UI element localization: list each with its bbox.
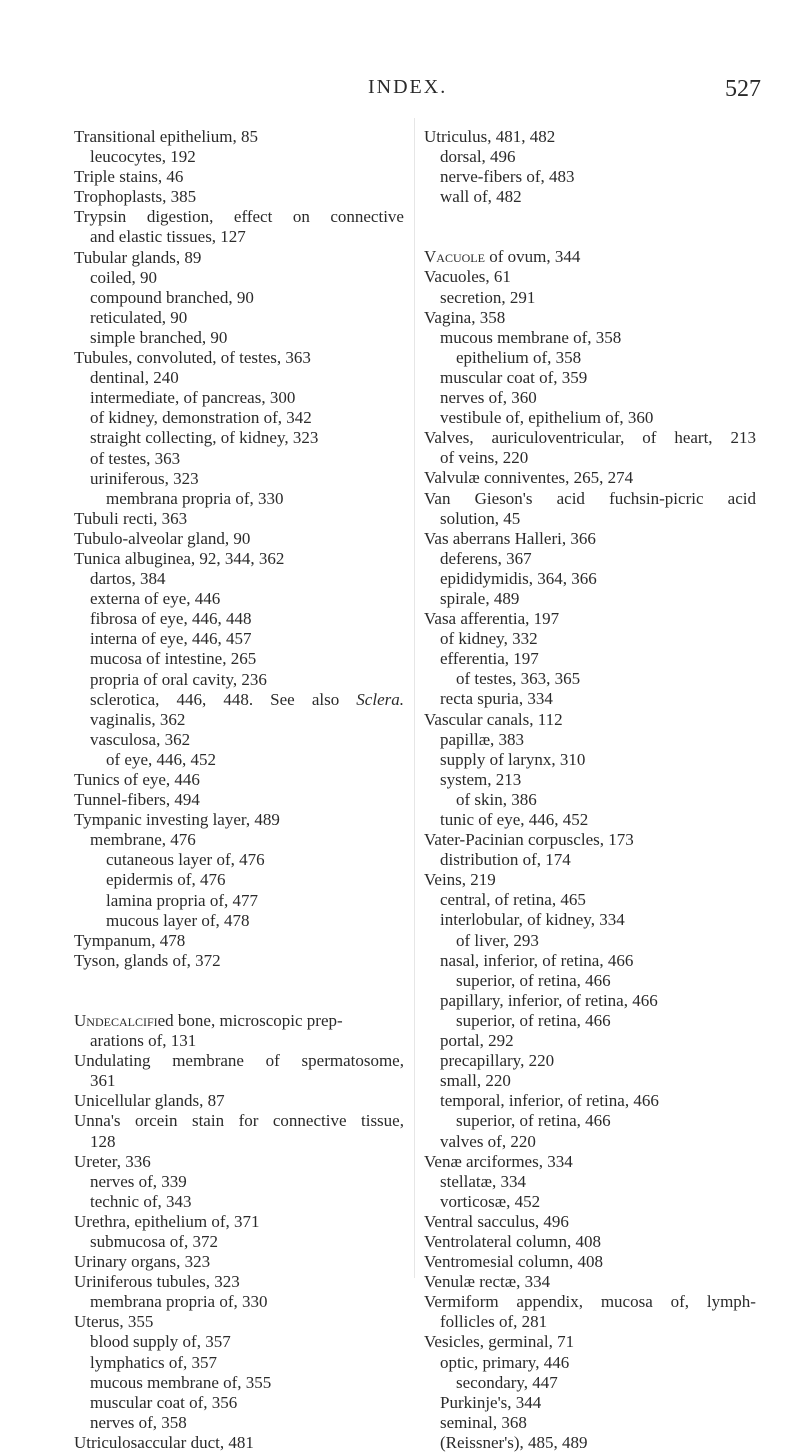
index-subentry: intermediate, of pancreas, 300 <box>90 388 296 408</box>
index-subentry: dorsal, 496 <box>440 147 516 167</box>
index-entry: Venæ arciformes, 334 <box>424 1151 573 1171</box>
index-subentry: epithelium of, 358 <box>456 347 582 367</box>
index-subentry: distribution of, 174 <box>440 850 571 870</box>
index-subentry: secondary, 447 <box>456 1372 558 1392</box>
index-subentry: coiled, 90 <box>90 267 158 287</box>
index-entry: Unna's orcein stain for connective tissue, <box>74 1111 404 1131</box>
index-subentry: nerves of, 339 <box>90 1171 187 1191</box>
index-subentry: portal, 292 <box>440 1031 514 1051</box>
index-subentry: blood supply of, 357 <box>90 1332 231 1352</box>
index-subentry: mucous membrane of, 358 <box>440 327 622 347</box>
index-entry: Ureter, 336 <box>74 1151 151 1171</box>
index-entry: Van Gieson's acid fuchsin-picric acid <box>424 488 756 508</box>
index-entry: Unicellular glands, 87 <box>74 1091 225 1111</box>
index-entry: Vasa afferentia, 197 <box>424 609 560 629</box>
index-entry: Utriculus, 481, 482 <box>424 127 556 146</box>
index-subentry: seminal, 368 <box>440 1412 527 1432</box>
running-header <box>0 76 800 106</box>
index-subentry: mucous membrane of, 355 <box>90 1372 272 1392</box>
index-entry: Ventromesial column, 408 <box>424 1252 603 1272</box>
index-entry: Valves, auriculoventricular, of heart, 213 <box>424 428 756 448</box>
index-entry: Tubulo-alveolar gland, 90 <box>74 528 251 548</box>
index-subentry: system, 213 <box>440 769 522 789</box>
index-subentry: vasculosa, 362 <box>90 729 191 749</box>
index-entry: Trypsin digestion, effect on connective <box>74 207 404 227</box>
index-entry: Vater-Pacinian corpuscles, 173 <box>424 830 634 850</box>
index-subentry: temporal, inferior, of retina, 466 <box>440 1091 659 1111</box>
index-entry: Ventral sacculus, 496 <box>424 1211 569 1231</box>
index-entry: Vermiform appendix, mucosa of, lymph- <box>424 1292 756 1312</box>
section-break <box>424 207 756 247</box>
index-subentry: dentinal, 240 <box>90 368 179 388</box>
index-subentry: vaginalis, 362 <box>90 709 186 729</box>
index-entry: Vagina, 358 <box>424 307 506 327</box>
index-subentry: of veins, 220 <box>440 448 529 468</box>
index-subentry: muscular coat of, 359 <box>440 367 588 387</box>
index-subentry: 361 <box>90 1071 116 1091</box>
index-subentry: simple branched, 90 <box>90 327 228 347</box>
index-entry: Venulæ rectæ, 334 <box>424 1272 551 1292</box>
index-subentry: papillary, inferior, of retina, 466 <box>440 990 658 1010</box>
index-entry: Vacuole of ovum, 344 <box>424 247 581 267</box>
index-subentry: vestibule of, epithelium of, 360 <box>440 408 654 428</box>
index-subentry: recta spuria, 334 <box>440 689 553 709</box>
section-break <box>74 971 404 1011</box>
index-subentry: vorticosæ, 452 <box>440 1191 541 1211</box>
index-entry: Uterus, 355 <box>74 1312 154 1332</box>
index-entry: Valvulæ conniventes, 265, 274 <box>424 468 634 488</box>
index-subentry: spirale, 489 <box>440 588 520 608</box>
index-subentry: papillæ, 383 <box>440 729 525 749</box>
index-subentry: membrane, 476 <box>90 830 196 850</box>
index-subentry: of testes, 363, 365 <box>456 669 581 689</box>
index-subentry: epidermis of, 476 <box>106 870 226 890</box>
index-subentry: externa of eye, 446 <box>90 589 221 609</box>
index-subentry: and elastic tissues, 127 <box>90 227 246 247</box>
column-divider <box>414 118 415 1278</box>
index-subentry: efferentia, 197 <box>440 649 539 669</box>
index-subentry: wall of, 482 <box>440 187 522 207</box>
index-subentry: dartos, 384 <box>90 569 166 589</box>
index-entry: Tympanum, 478 <box>74 930 186 950</box>
index-column-right <box>424 127 756 1453</box>
index-entry: Uriniferous tubules, 323 <box>74 1272 240 1292</box>
index-entry: Vacuoles, 61 <box>424 267 511 287</box>
index-subentry: membrana propria of, 330 <box>106 488 284 508</box>
index-subentry: Purkinje's, 344 <box>440 1392 542 1412</box>
header-title: INDEX. <box>368 76 448 98</box>
index-subentry: nerves of, 360 <box>440 388 537 408</box>
index-subentry: membrana propria of, 330 <box>90 1292 268 1312</box>
index-subentry: epididymidis, 364, 366 <box>440 568 597 588</box>
index-subentry: lymphatics of, 357 <box>90 1352 218 1372</box>
index-subentry: nasal, inferior, of retina, 466 <box>440 950 634 970</box>
index-entry: Tubuli recti, 363 <box>74 508 188 528</box>
index-entry: Tunics of eye, 446 <box>74 770 200 789</box>
index-subentry: (Reissner's), 485, 489 <box>440 1432 588 1452</box>
index-subentry: compound branched, 90 <box>90 287 254 307</box>
index-entry: Utriculosaccular duct, 481 <box>74 1432 254 1452</box>
index-entry: Vascular canals, 112 <box>424 709 563 729</box>
index-subentry: superior, of retina, 466 <box>456 1010 611 1030</box>
index-entry: Undecalcified bone, microscopic prep- <box>74 1010 343 1030</box>
index-entry: Tunnel-fibers, 494 <box>74 790 200 810</box>
index-entry: Triple stains, 46 <box>74 167 184 187</box>
index-subentry: 128 <box>90 1131 116 1151</box>
index-subentry: of kidney, 332 <box>440 629 538 649</box>
index-subentry: reticulated, 90 <box>90 307 188 327</box>
index-subentry: of kidney, demonstration of, 342 <box>90 408 312 428</box>
index-subentry: nerve-fibers of, 483 <box>440 167 575 187</box>
index-subentry: interlobular, of kidney, 334 <box>440 910 625 930</box>
index-subentry: stellatæ, 334 <box>440 1171 526 1191</box>
index-column-left <box>74 127 404 1453</box>
index-subentry: central, of retina, 465 <box>440 890 586 910</box>
index-subentry: cutaneous layer of, 476 <box>106 850 265 870</box>
index-entry: Vas aberrans Halleri, 366 <box>424 528 596 548</box>
index-entry: Trophoplasts, 385 <box>74 187 197 207</box>
index-subentry: sclerotica, 446, 448. See also Sclera. <box>90 689 404 709</box>
index-subentry: secretion, 291 <box>440 287 536 307</box>
index-subentry: valves of, 220 <box>440 1131 536 1151</box>
index-entry: Tubular glands, 89 <box>74 247 202 267</box>
index-subentry: of testes, 363 <box>90 448 181 468</box>
index-subentry: superior, of retina, 466 <box>456 1111 611 1131</box>
index-subentry: superior, of retina, 466 <box>456 970 611 990</box>
index-subentry: arations of, 131 <box>90 1031 197 1051</box>
index-entry: Tunica albuginea, 92, 344, 362 <box>74 548 285 568</box>
index-entry: Tympanic investing layer, 489 <box>74 810 280 830</box>
index-subentry: mucosa of intestine, 265 <box>90 649 257 669</box>
index-subentry: nerves of, 358 <box>90 1412 187 1432</box>
index-subentry: deferens, 367 <box>440 548 532 568</box>
page-number: 527 <box>725 76 761 102</box>
index-subentry: muscular coat of, 356 <box>90 1392 238 1412</box>
index-subentry: mucous layer of, 478 <box>106 910 250 930</box>
index-entry: Undulating membrane of spermatosome, <box>74 1051 404 1071</box>
index-subentry: optic, primary, 446 <box>440 1352 570 1372</box>
index-subentry: lamina propria of, 477 <box>106 890 259 910</box>
index-subentry: solution, 45 <box>440 508 521 528</box>
index-entry: Tyson, glands of, 372 <box>74 950 221 970</box>
index-subentry: of liver, 293 <box>456 930 539 950</box>
index-subentry: propria of oral cavity, 236 <box>90 669 267 689</box>
index-subentry: technic of, 343 <box>90 1191 192 1211</box>
index-subentry: straight collecting, of kidney, 323 <box>90 428 319 448</box>
index-subentry: precapillary, 220 <box>440 1051 555 1071</box>
index-subentry: tunic of eye, 446, 452 <box>440 810 589 829</box>
index-subentry: supply of larynx, 310 <box>440 749 586 769</box>
index-entry: Veins, 219 <box>424 870 496 890</box>
index-entry: Urinary organs, 323 <box>74 1252 211 1272</box>
index-entry: Transitional epithelium, 85 <box>74 127 259 146</box>
index-subentry: small, 220 <box>440 1071 511 1091</box>
index-subentry: leucocytes, 192 <box>90 147 196 167</box>
index-subentry: of skin, 386 <box>456 789 537 809</box>
index-subentry: fibrosa of eye, 446, 448 <box>90 609 252 629</box>
index-subentry: interna of eye, 446, 457 <box>90 629 252 649</box>
index-entry: Tubules, convoluted, of testes, 363 <box>74 348 311 368</box>
index-entry: Vesicles, germinal, 71 <box>424 1332 575 1352</box>
index-subentry: submucosa of, 372 <box>90 1231 218 1251</box>
index-entry: Ventrolateral column, 408 <box>424 1231 602 1251</box>
index-subentry: uriniferous, 323 <box>90 468 199 488</box>
index-subentry: follicles of, 281 <box>440 1312 548 1332</box>
index-subentry: of eye, 446, 452 <box>106 749 217 769</box>
index-entry: Urethra, epithelium of, 371 <box>74 1211 260 1231</box>
